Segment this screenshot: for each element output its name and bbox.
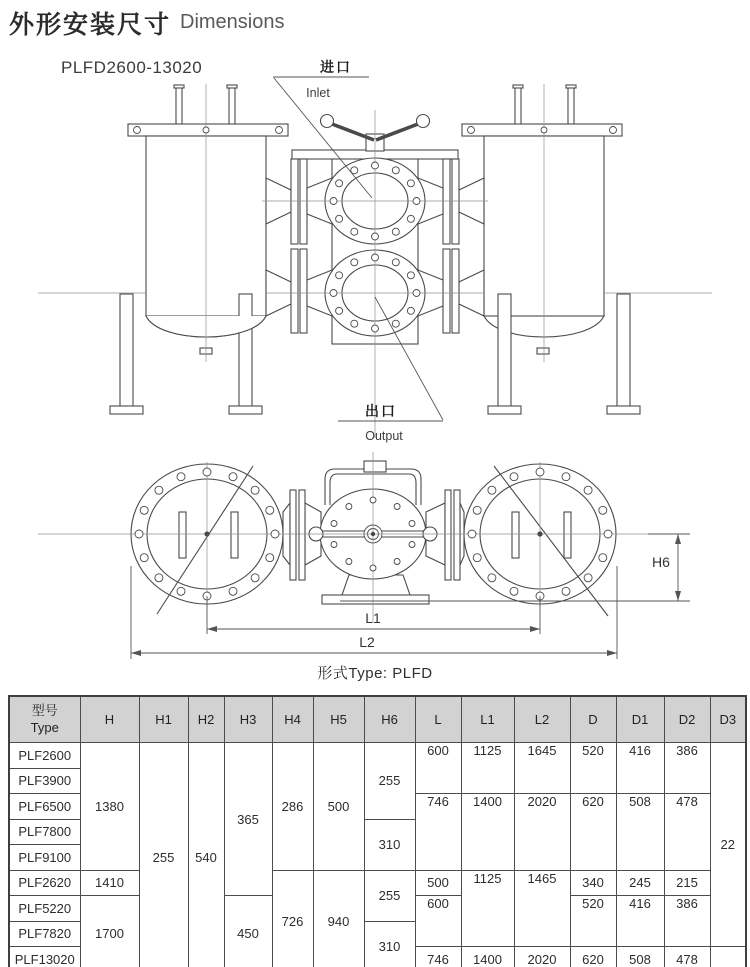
col-header: H6 <box>364 696 415 743</box>
dim-label-l1: L1 <box>365 610 381 626</box>
table-cell: 365 <box>224 743 272 896</box>
outlet-label-en: Output <box>365 429 403 443</box>
table-cell: 1125 <box>461 870 514 947</box>
table-cell: 520 <box>570 743 616 794</box>
table-cell: 478 <box>664 947 710 967</box>
col-header: L <box>415 696 461 743</box>
row-type: PLF7800 <box>9 819 80 845</box>
row-type: PLF5220 <box>9 896 80 922</box>
type-caption: 形式Type: PLFD <box>317 665 433 682</box>
row-type: PLF2600 <box>9 743 80 769</box>
table-cell: 310 <box>364 921 415 967</box>
table-cell: 508 <box>616 794 664 871</box>
col-header: L1 <box>461 696 514 743</box>
table-cell: 245 <box>616 870 664 896</box>
col-header-type-en: Type <box>30 719 59 735</box>
table-cell: 1465 <box>514 870 570 947</box>
table-cell: 286 <box>272 743 313 871</box>
table-cell: 450 <box>224 896 272 967</box>
table-cell: 2020 <box>514 947 570 967</box>
table-cell: 940 <box>313 870 364 967</box>
table-cell: 540 <box>188 743 224 967</box>
table-cell: 520 <box>570 896 616 947</box>
table-cell: 1380 <box>80 743 139 871</box>
front-view <box>38 59 712 443</box>
table-cell: 386 <box>664 743 710 794</box>
outlet-label-zh: 出口 <box>365 403 397 419</box>
handle-ball-left <box>321 115 334 128</box>
col-header: H5 <box>313 696 364 743</box>
col-header: H <box>80 696 139 743</box>
table-cell: 500 <box>313 743 364 871</box>
col-header: H3 <box>224 696 272 743</box>
table-cell: 2020 <box>514 794 570 871</box>
col-header: H1 <box>139 696 188 743</box>
table-cell: 255 <box>364 870 415 921</box>
col-header: D2 <box>664 696 710 743</box>
row-type: PLF3900 <box>9 768 80 794</box>
table-cell <box>710 947 746 967</box>
dim-label-h6: H6 <box>652 554 670 570</box>
table-cell: 255 <box>139 743 188 967</box>
col-header: D <box>570 696 616 743</box>
table-cell: 620 <box>570 794 616 871</box>
table-cell: 1400 <box>461 947 514 967</box>
table-cell: 600 <box>415 896 461 947</box>
table-cell: 340 <box>570 870 616 896</box>
inlet-label-en: Inlet <box>306 86 330 100</box>
table-row <box>9 870 746 896</box>
table-cell: 620 <box>570 947 616 967</box>
table-cell: 416 <box>616 896 664 947</box>
col-header: D1 <box>616 696 664 743</box>
inlet-label-zh: 进口 <box>320 59 352 75</box>
dimensions-table <box>8 695 747 967</box>
col-header: D3 <box>710 696 746 743</box>
table-cell: 416 <box>616 743 664 794</box>
table-cell: 600 <box>415 743 461 794</box>
row-type: PLF2620 <box>9 870 80 896</box>
table-cell: 255 <box>364 743 415 820</box>
row-type: PLF6500 <box>9 794 80 820</box>
table-cell: 1125 <box>461 743 514 794</box>
table-cell: 215 <box>664 870 710 896</box>
col-header: L2 <box>514 696 570 743</box>
table-cell: 1700 <box>80 896 139 967</box>
col-header-type-zh: 型号 <box>31 703 58 719</box>
handle-ball-right <box>417 115 430 128</box>
table-cell: 746 <box>415 794 461 871</box>
table-cell: 500 <box>415 870 461 896</box>
table-cell: 478 <box>664 794 710 871</box>
table-cell: 386 <box>664 896 710 947</box>
col-header: H2 <box>188 696 224 743</box>
row-type: PLF9100 <box>9 845 80 871</box>
table-cell: 22 <box>710 743 746 947</box>
right-vessel <box>462 85 640 414</box>
col-header-type <box>9 696 80 743</box>
col-header: H4 <box>272 696 313 743</box>
dim-label-l2: L2 <box>359 634 375 650</box>
table-cell: 508 <box>616 947 664 967</box>
page-title-zh: 外形安装尺寸 <box>9 11 172 39</box>
left-vessel <box>110 85 288 414</box>
table-cell: 1400 <box>461 794 514 871</box>
row-type: PLF13020 <box>9 947 80 967</box>
row-type: PLF7820 <box>9 921 80 947</box>
model-number-label: PLFD2600-13020 <box>61 58 203 77</box>
table-cell: 746 <box>415 947 461 967</box>
header-row <box>9 696 746 743</box>
table-cell: 310 <box>364 819 415 870</box>
table-cell: 1410 <box>80 870 139 896</box>
table-cell: 726 <box>272 870 313 967</box>
top-view <box>38 452 690 659</box>
table-row <box>9 743 746 769</box>
page-title-en: Dimensions <box>180 11 285 33</box>
table-cell: 1645 <box>514 743 570 794</box>
